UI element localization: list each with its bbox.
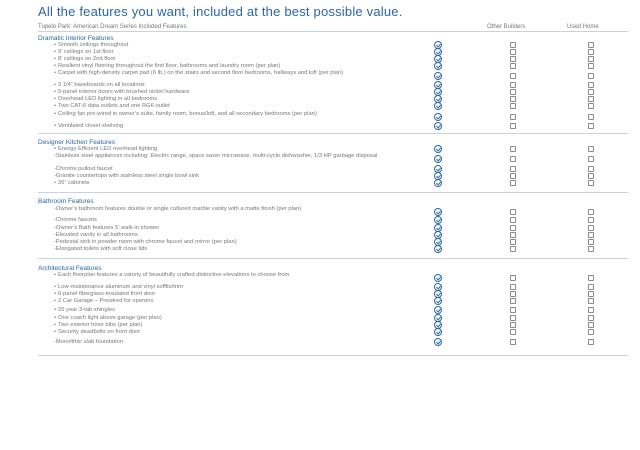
other-builders-checkbox[interactable] <box>510 123 516 129</box>
feature-label: Each floorplan features a variety of beautifully crafted distinctive elevations to choose from <box>58 272 290 278</box>
feature-label: -Granite countertops with stainless steel single bowl sink <box>54 173 199 179</box>
bullet-icon: • <box>54 82 57 88</box>
other-builders-checkbox[interactable] <box>510 315 516 321</box>
other-builders-checkbox[interactable] <box>510 307 516 313</box>
feature-label: Resilient vinyl flooring throughout the first floor, bathrooms and laundry room (per plan) <box>58 63 281 69</box>
feature-label: -Elongated toilets with soft close lids <box>54 246 148 252</box>
bullet-icon: • <box>54 96 57 102</box>
other-builders-checkbox[interactable] <box>510 146 516 152</box>
feature-label: 3 1/4” baseboards on all locations <box>58 82 145 88</box>
section-divider <box>38 133 628 134</box>
bullet-icon: • <box>54 291 57 297</box>
included-check-icon <box>434 113 442 121</box>
other-builders-checkbox[interactable] <box>510 56 516 62</box>
used-home-checkbox[interactable] <box>588 82 594 88</box>
other-builders-checkbox[interactable] <box>510 96 516 102</box>
feature-label: -Owner’s Bath features 5’ walk-in shower <box>54 225 160 231</box>
feature-label: 9’ ceilings on 1st floor <box>58 49 114 55</box>
used-home-checkbox[interactable] <box>588 209 594 215</box>
bullet-icon: • <box>54 298 57 304</box>
used-home-checkbox[interactable] <box>588 180 594 186</box>
used-home-checkbox[interactable] <box>588 103 594 109</box>
feature-label: 25 year 3-tab shingles <box>58 307 116 313</box>
used-home-checkbox[interactable] <box>588 49 594 55</box>
other-builders-checkbox[interactable] <box>510 73 516 79</box>
used-home-checkbox[interactable] <box>588 298 594 304</box>
used-home-checkbox[interactable] <box>588 173 594 179</box>
other-builders-checkbox[interactable] <box>510 180 516 186</box>
included-check-icon <box>434 145 442 153</box>
other-builders-checkbox[interactable] <box>510 291 516 297</box>
used-home-checkbox[interactable] <box>588 232 594 238</box>
other-builders-checkbox[interactable] <box>510 284 516 290</box>
other-builders-checkbox[interactable] <box>510 329 516 335</box>
used-home-checkbox[interactable] <box>588 166 594 172</box>
bullet-icon: • <box>54 272 57 278</box>
used-home-checkbox[interactable] <box>588 246 594 252</box>
bullet-icon: • <box>54 315 57 321</box>
bullet-icon: • <box>54 42 57 48</box>
feature-label: 2 Car Garage – Prewired for openers <box>58 298 154 304</box>
feature-label: Ceiling fan pre-wired in owner’s suite, family room, bonus/loft, and all secondary bedrooms (per plan) <box>58 111 317 117</box>
used-home-checkbox[interactable] <box>588 329 594 335</box>
bullet-icon: • <box>54 180 57 186</box>
included-check-icon <box>434 328 442 336</box>
used-home-checkbox[interactable] <box>588 146 594 152</box>
other-builders-checkbox[interactable] <box>510 217 516 223</box>
feature-label: -Chrome pullout faucet <box>54 166 113 172</box>
other-builders-checkbox[interactable] <box>510 322 516 328</box>
other-builders-checkbox[interactable] <box>510 82 516 88</box>
used-home-checkbox[interactable] <box>588 315 594 321</box>
other-builders-checkbox[interactable] <box>510 225 516 231</box>
included-check-icon <box>434 306 442 314</box>
other-builders-checkbox[interactable] <box>510 49 516 55</box>
used-home-checkbox[interactable] <box>588 339 594 345</box>
footer-divider <box>38 355 628 356</box>
bullet-icon: • <box>54 111 57 117</box>
feature-label: -Elevated vanity in all bathrooms <box>54 232 138 238</box>
used-home-checkbox[interactable] <box>588 275 594 281</box>
feature-label: 5-panel interior doors with brushed nickel hardware <box>58 89 190 95</box>
included-check-icon <box>434 245 442 253</box>
bullet-icon: • <box>54 49 57 55</box>
feature-label: 6-panel fiberglass-insulated front door <box>58 291 156 297</box>
section-title: Dramatic Interior Features <box>38 35 114 42</box>
included-check-icon <box>434 216 442 224</box>
feature-label: One coach light above garage (per plan) <box>58 315 162 321</box>
used-home-checkbox[interactable] <box>588 284 594 290</box>
other-builders-checkbox[interactable] <box>510 246 516 252</box>
feature-label: 36” cabinets <box>58 180 90 186</box>
feature-label: Two exterior hose bibs (per plan) <box>58 322 143 328</box>
included-check-icon <box>434 179 442 187</box>
section-title: Designer Kitchen Features <box>38 139 115 146</box>
included-check-icon <box>434 338 442 346</box>
used-home-checkbox[interactable] <box>588 225 594 231</box>
used-home-checkbox[interactable] <box>588 156 594 162</box>
feature-label: Carpet with high-density carpet pad (6 lb.) on the stairs and second floor bedrooms, hallways and loft (per plan) <box>58 70 344 76</box>
included-check-icon <box>434 62 442 70</box>
other-builders-checkbox[interactable] <box>510 173 516 179</box>
used-home-checkbox[interactable] <box>588 96 594 102</box>
used-home-checkbox[interactable] <box>588 73 594 79</box>
bullet-icon: • <box>54 63 57 69</box>
used-home-checkbox[interactable] <box>588 56 594 62</box>
feature-label: Two CAT-6 data outlets and one RG6 outlet <box>58 103 170 109</box>
column-header-other-builders: Other Builders <box>487 24 526 30</box>
section-title: Architectural Features <box>38 265 102 272</box>
bullet-icon: • <box>54 89 57 95</box>
used-home-checkbox[interactable] <box>588 239 594 245</box>
other-builders-checkbox[interactable] <box>510 298 516 304</box>
bullet-icon: • <box>54 329 57 335</box>
section-title: Bathroom Features <box>38 198 94 205</box>
other-builders-checkbox[interactable] <box>510 89 516 95</box>
table-subtitle: Tupelo Park: American Dream Series Included Features <box>38 24 187 30</box>
bullet-icon: • <box>54 307 57 313</box>
other-builders-checkbox[interactable] <box>510 209 516 215</box>
feature-label: 8’ ceilings on 2nd floor <box>58 56 116 62</box>
feature-label: Security deadbolts on front door <box>58 329 141 335</box>
included-check-icon <box>434 155 442 163</box>
bullet-icon: • <box>54 56 57 62</box>
other-builders-checkbox[interactable] <box>510 239 516 245</box>
included-check-icon <box>434 72 442 80</box>
used-home-checkbox[interactable] <box>588 322 594 328</box>
bullet-icon: • <box>54 70 57 76</box>
header-divider <box>38 31 628 32</box>
feature-label: -Pedestal sink in powder room with chrome faucet and mirror (per plan) <box>54 239 237 245</box>
used-home-checkbox[interactable] <box>588 63 594 69</box>
included-check-icon <box>434 122 442 130</box>
used-home-checkbox[interactable] <box>588 307 594 313</box>
used-home-checkbox[interactable] <box>588 114 594 120</box>
other-builders-checkbox[interactable] <box>510 339 516 345</box>
other-builders-checkbox[interactable] <box>510 42 516 48</box>
used-home-checkbox[interactable] <box>588 89 594 95</box>
other-builders-checkbox[interactable] <box>510 156 516 162</box>
feature-label: Overhead LED lighting in all bedrooms <box>58 96 158 102</box>
feature-label: -Chrome faucets <box>54 217 97 223</box>
included-check-icon <box>434 102 442 110</box>
used-home-checkbox[interactable] <box>588 123 594 129</box>
section-divider <box>38 192 628 193</box>
feature-label: -Monolithic slab foundation <box>54 339 123 345</box>
feature-label: Energy Efficient LED overhead lighting <box>58 146 158 152</box>
page-title: All the features you want, included at the best possible value. <box>38 4 403 19</box>
other-builders-checkbox[interactable] <box>510 275 516 281</box>
included-check-icon <box>434 274 442 282</box>
bullet-icon: • <box>54 123 57 129</box>
other-builders-checkbox[interactable] <box>510 166 516 172</box>
feature-label: Ventilated closet shelving <box>58 123 124 129</box>
included-check-icon <box>434 297 442 305</box>
other-builders-checkbox[interactable] <box>510 103 516 109</box>
feature-label: Low-maintenance aluminum and vinyl soffits/trim <box>58 284 183 290</box>
bullet-icon: • <box>54 284 57 290</box>
section-divider <box>38 258 628 259</box>
feature-label: -Owner’s bathroom features double or single cultured marble vanity with a matte finish (per plan) <box>54 206 302 212</box>
other-builders-checkbox[interactable] <box>510 232 516 238</box>
feature-label: -Stainless steel appliances including: Electric range, space saver microwave, multi-cycle dishwasher, 1/3 HP garbage disposal <box>54 153 378 159</box>
included-check-icon <box>434 208 442 216</box>
other-builders-checkbox[interactable] <box>510 63 516 69</box>
column-header-used-home: Used Home <box>567 24 599 30</box>
used-home-checkbox[interactable] <box>588 291 594 297</box>
used-home-checkbox[interactable] <box>588 42 594 48</box>
bullet-icon: • <box>54 103 57 109</box>
feature-label: Smooth ceilings throughout <box>58 42 129 48</box>
used-home-checkbox[interactable] <box>588 217 594 223</box>
other-builders-checkbox[interactable] <box>510 114 516 120</box>
bullet-icon: • <box>54 146 57 152</box>
bullet-icon: • <box>54 322 57 328</box>
